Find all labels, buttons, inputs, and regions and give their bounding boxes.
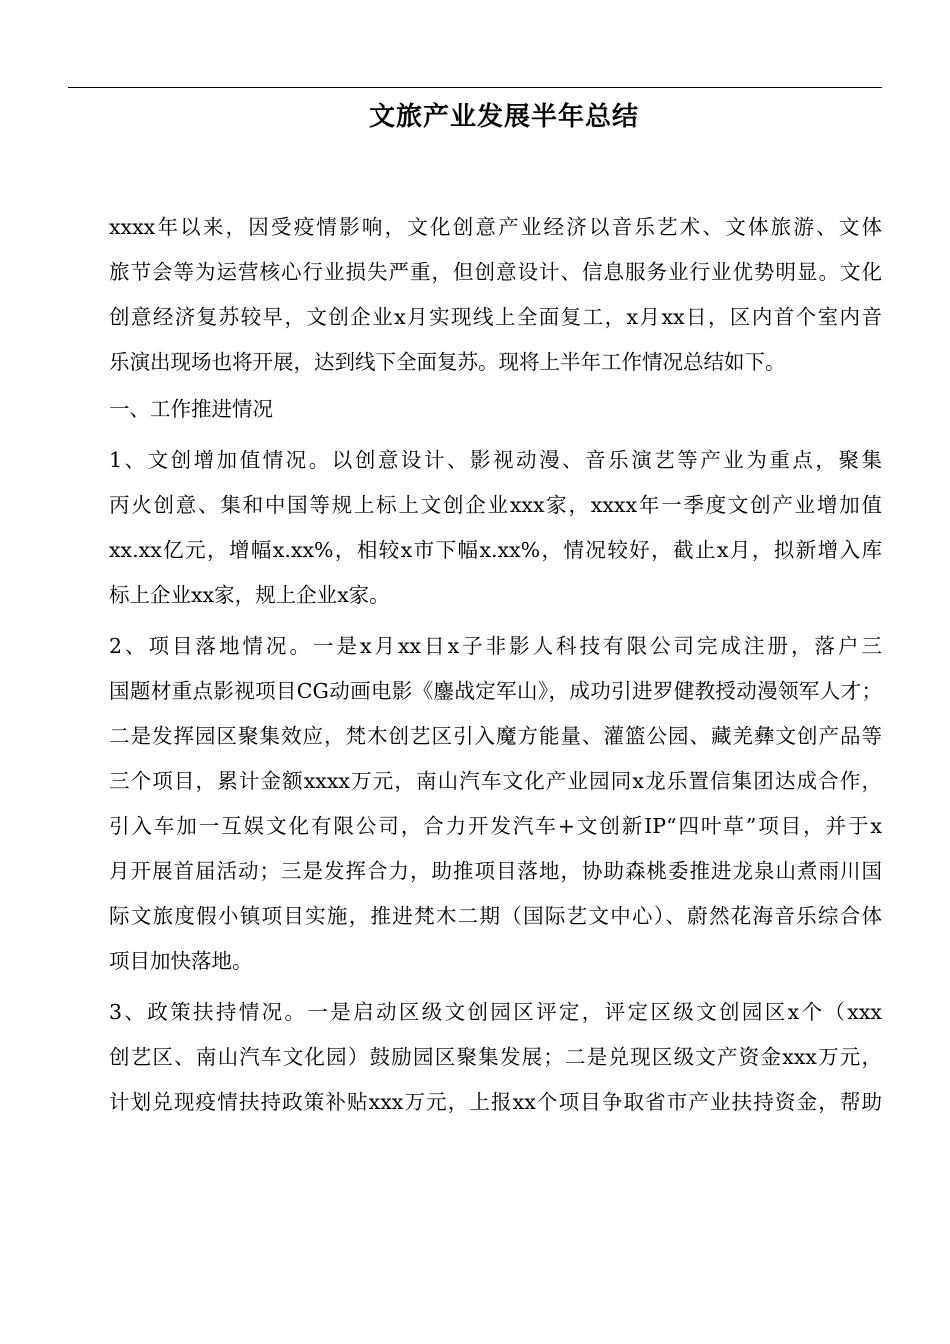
text-line: 二是发挥园区聚集效应，梵木创艺区引入魔方能量、灌篮公园、藏羌彝文创产品等 [109,724,882,748]
text-line: xx.xx亿元，增幅x.xx%，相较x市下幅x.xx%，情况较好，截止x月，拟新增入库 [109,538,882,562]
section-heading: 一、工作推进情况 [109,397,273,421]
text-line: 创艺区、南山汽车文化园）鼓励园区聚集发展；二是兑现区级文产资金xxx万元， [109,1045,882,1069]
text-line: 丙火创意、集和中国等规上标上文创企业xxx家，xxxx年一季度文创产业增加值 [109,493,882,517]
section-heading-paragraph [68,387,882,432]
intro-paragraph [68,205,882,385]
document-body [68,205,882,1125]
text-line: 引入车加一互娱文化有限公司，合力开发汽车+文创新IP“四叶草”项目，并于x [109,814,882,838]
text-line: 2、项目落地情况。一是x月xx日x子非影人科技有限公司完成注册，落户三 [109,634,882,658]
text-line: 1、文创增加值情况。以创意设计、影视动漫、音乐演艺等产业为重点，聚集 [109,448,882,472]
text-line: 际文旅度假小镇项目实施，推进梵木二期（国际艺文中心）、蔚然花海音乐综合体 [109,904,882,928]
text-line: 旅节会等为运营核心行业损失严重，但创意设计、信息服务业行业优势明显。文化 [109,260,882,284]
text-line: 3、政策扶持情况。一是启动区级文创园区评定，评定区级文创园区x个（xxx [109,1000,882,1024]
text-line: xxxx年以来，因受疫情影响，文化创意产业经济以音乐艺术、文体旅游、文体 [109,215,882,239]
text-line: 项目加快落地。 [109,949,253,973]
header-rule [68,87,882,88]
text-line: 国题材重点影视项目CG动画电影《鏖战定军山》，成功引进罗健教授动漫领军人才； [109,679,882,703]
text-line: 三个项目，累计金额xxxx万元，南山汽车文化产业园同x龙乐置信集团达成合作， [109,769,882,793]
text-line: 月开展首届活动；三是发挥合力，助推项目落地，协助森桃委推进龙泉山煮雨川国 [109,859,882,883]
text-line: 乐演出现场也将开展，达到线下全面复苏。现将上半年工作情况总结如下。 [109,350,786,374]
document-title: 文旅产业发展半年总结 [368,102,639,132]
text-line: 创意经济复苏较早，文创企业x月实现线上全面复工，x月xx日，区内首个室内音 [109,305,882,329]
item3-paragraph [68,990,882,1125]
item2-paragraph [68,624,882,984]
text-line: 计划兑现疫情扶持政策补贴xxx万元，上报xx个项目争取省市产业扶持资金，帮助 [109,1090,882,1114]
text-line: 标上企业xx家，规上企业x家。 [109,583,390,607]
item1-paragraph [68,438,882,618]
